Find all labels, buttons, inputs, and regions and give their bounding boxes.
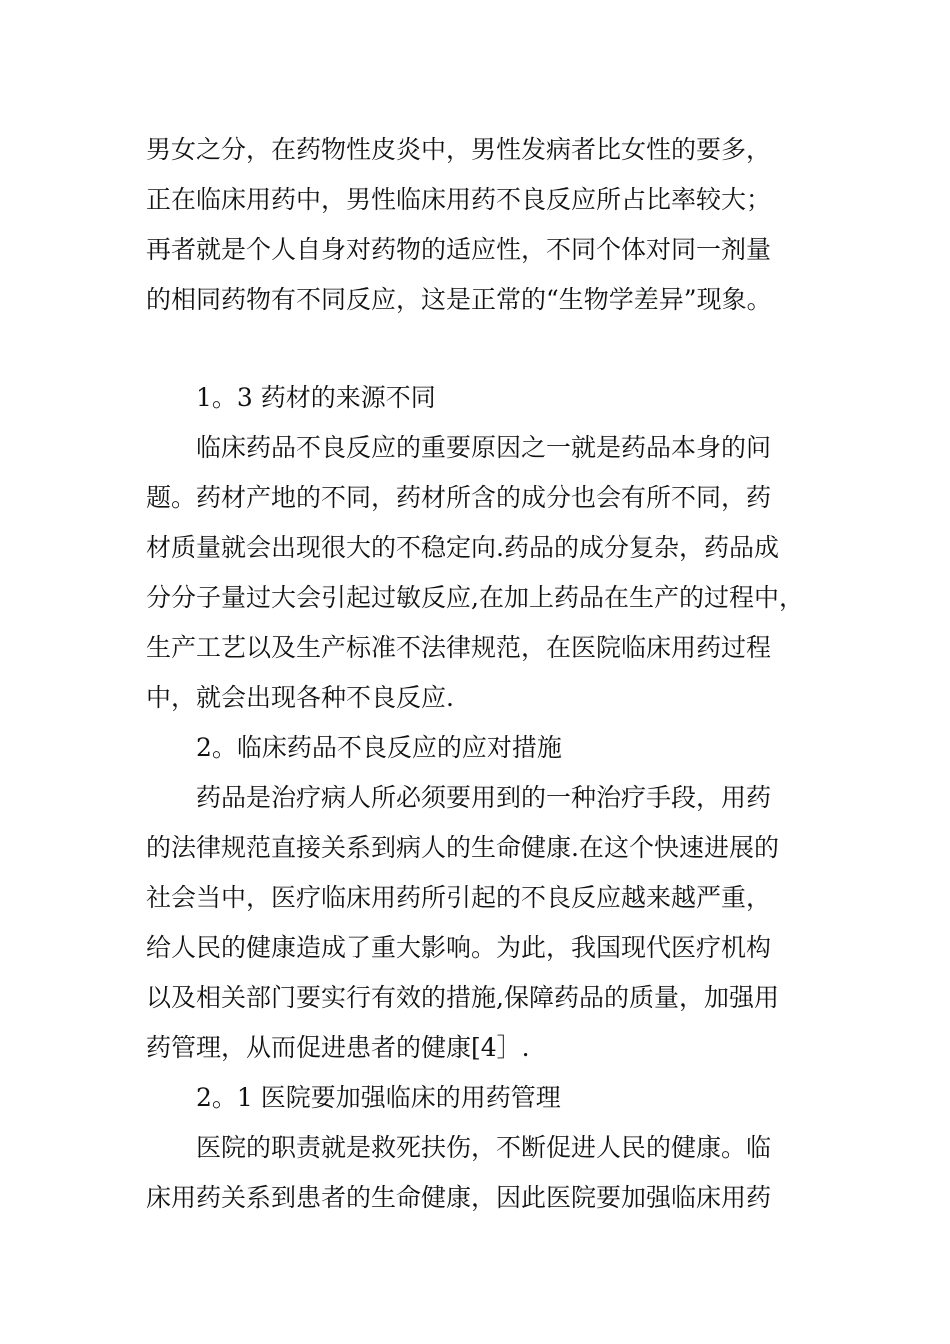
text-line: 生产工艺以及生产标准不法律规范，在医院临床用药过程 xyxy=(146,633,772,662)
text-line: 正在临床用药中，男性临床用药不良反应所占比率较大； xyxy=(146,185,772,214)
text-line: 男女之分，在药物性皮炎中，男性发病者比女性的要多， xyxy=(146,135,772,164)
text-line: 材质量就会出现很大的不稳定向.药品的成分复杂，药品成 xyxy=(146,533,779,562)
text-line: 再者就是个人自身对药物的适应性，不同个体对同一剂量 xyxy=(146,235,772,264)
section-heading: 2。1 医院要加强临床的用药管理 xyxy=(196,1083,561,1112)
text-line: 医院的职责就是救死扶伤，不断促进人民的健康。临 xyxy=(196,1133,772,1162)
text-line: 给人民的健康造成了重大影响。为此，我国现代医疗机构 xyxy=(146,933,772,962)
text-line: 的法律规范直接关系到病人的生命健康.在这个快速进展的 xyxy=(146,833,779,862)
text-line: 中，就会出现各种不良反应. xyxy=(146,683,454,712)
text-line: 分分子量过大会引起过敏反应,在加上药品在生产的过程中， xyxy=(146,583,804,612)
section-heading: 2。临床药品不良反应的应对措施 xyxy=(196,733,562,762)
text-line: 临床药品不良反应的重要原因之一就是药品本身的问 xyxy=(196,433,772,462)
text-line: 的相同药物有不同反应，这是正常的“生物学差异”现象。 xyxy=(146,285,772,314)
section-heading: 1。3 药材的来源不同 xyxy=(196,383,436,412)
text-line: 药品是治疗病人所必须要用到的一种治疗手段，用药 xyxy=(196,783,772,812)
text-line: 药管理，从而促进患者的健康[4］. xyxy=(146,1033,530,1062)
text-line: 床用药关系到患者的生命健康，因此医院要加强临床用药 xyxy=(146,1183,772,1212)
text-line: 社会当中，医疗临床用药所引起的不良反应越来越严重， xyxy=(146,883,772,912)
text-line: 题。药材产地的不同，药材所含的成分也会有所不同，药 xyxy=(146,483,772,512)
text-line: 以及相关部门要实行有效的措施,保障药品的质量，加强用 xyxy=(146,983,779,1012)
